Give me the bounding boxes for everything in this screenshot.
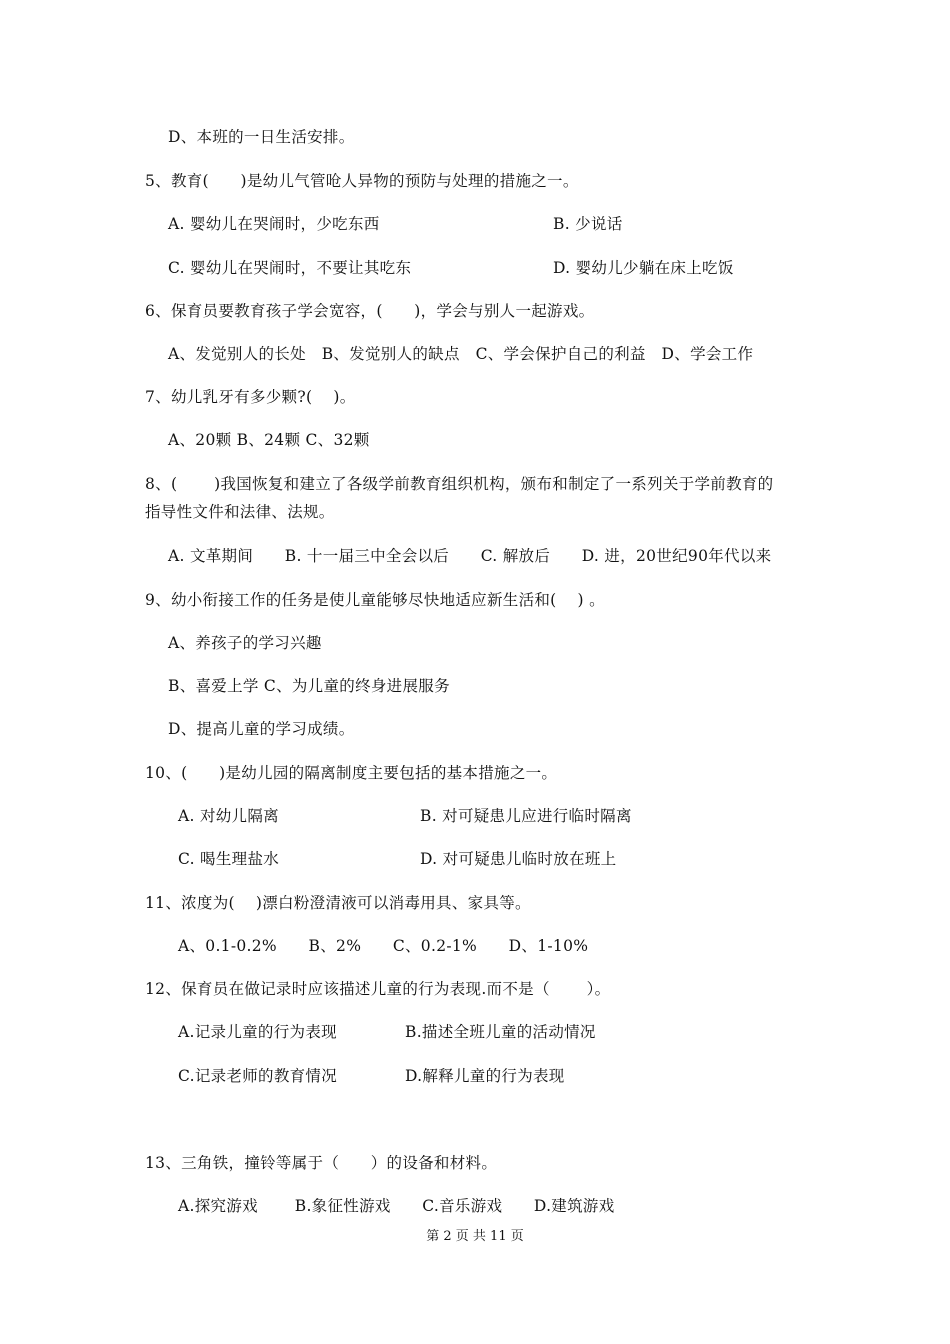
question-4-option-d: D、本班的一日生活安排。 bbox=[168, 128, 355, 146]
question-8-stem-line-1: 8、( )我国恢复和建立了各级学前教育组织机构，颁布和制定了一系列关于学前教育的 bbox=[145, 475, 774, 493]
question-12-option-c: C.记录老师的教育情况 bbox=[178, 1067, 338, 1085]
question-8-options: A. 文革期间 B. 十一届三中全会以后 C. 解放后 D. 进，20世纪90年代以来 bbox=[168, 547, 772, 565]
question-12-stem: 12、保育员在做记录时应该描述儿童的行为表现.而不是（ ）。 bbox=[145, 980, 611, 998]
question-5-stem: 5、教育( )是幼儿气管呛人异物的预防与处理的措施之一。 bbox=[145, 172, 579, 190]
question-5-option-a: A. 婴幼儿在哭闹时，少吃东西 bbox=[168, 215, 380, 233]
question-10-option-c: C. 喝生理盐水 bbox=[178, 850, 280, 868]
question-6-options: A、发觉别人的长处 B、发觉别人的缺点 C、学会保护自己的利益 D、学会工作 bbox=[168, 345, 754, 363]
question-9-option-d: D、提高儿童的学习成绩。 bbox=[168, 720, 355, 738]
question-12-option-a: A.记录儿童的行为表现 bbox=[178, 1023, 337, 1041]
question-13-stem: 13、三角铁，撞铃等属于（ ）的设备和材料。 bbox=[145, 1154, 498, 1172]
question-5-option-c: C. 婴幼儿在哭闹时，不要让其吃东 bbox=[168, 259, 412, 277]
question-6-stem: 6、保育员要教育孩子学会宽容，( )，学会与别人一起游戏。 bbox=[145, 302, 595, 320]
question-11-stem: 11、浓度为( )漂白粉澄清液可以消毒用具、家具等。 bbox=[145, 894, 531, 912]
question-10-stem: 10、( )是幼儿园的隔离制度主要包括的基本措施之一。 bbox=[145, 764, 558, 782]
page-number-footer: 第 2 页 共 11 页 bbox=[426, 1229, 524, 1244]
question-9-stem: 9、幼小衔接工作的任务是使儿童能够尽快地适应新生活和( ) 。 bbox=[145, 591, 605, 609]
question-7-options: A、20颗 B、24颗 C、32颗 bbox=[168, 431, 370, 449]
question-5-option-b: B. 少说话 bbox=[553, 215, 623, 233]
question-10-option-a: A. 对幼儿隔离 bbox=[178, 807, 279, 825]
question-10-option-b: B. 对可疑患儿应进行临时隔离 bbox=[420, 807, 632, 825]
question-5-option-d: D. 婴幼儿少躺在床上吃饭 bbox=[553, 259, 734, 277]
question-8-stem-line-2: 指导性文件和法律、法规。 bbox=[145, 503, 335, 521]
question-9-option-a: A、养孩子的学习兴趣 bbox=[168, 634, 322, 652]
question-12-option-b: B.描述全班儿童的活动情况 bbox=[405, 1023, 596, 1041]
question-7-stem: 7、幼儿乳牙有多少颗?( )。 bbox=[145, 388, 356, 406]
question-9-option-b-c: B、喜爱上学 C、为儿童的终身进展服务 bbox=[168, 677, 450, 695]
question-10-option-d: D. 对可疑患儿临时放在班上 bbox=[420, 850, 617, 868]
question-13-options: A.探究游戏 B.象征性游戏 C.音乐游戏 D.建筑游戏 bbox=[178, 1197, 615, 1215]
question-12-option-d: D.解释儿童的行为表现 bbox=[405, 1067, 565, 1085]
question-11-options: A、0.1-0.2% B、2% C、0.2-1% D、1-10% bbox=[178, 937, 589, 955]
